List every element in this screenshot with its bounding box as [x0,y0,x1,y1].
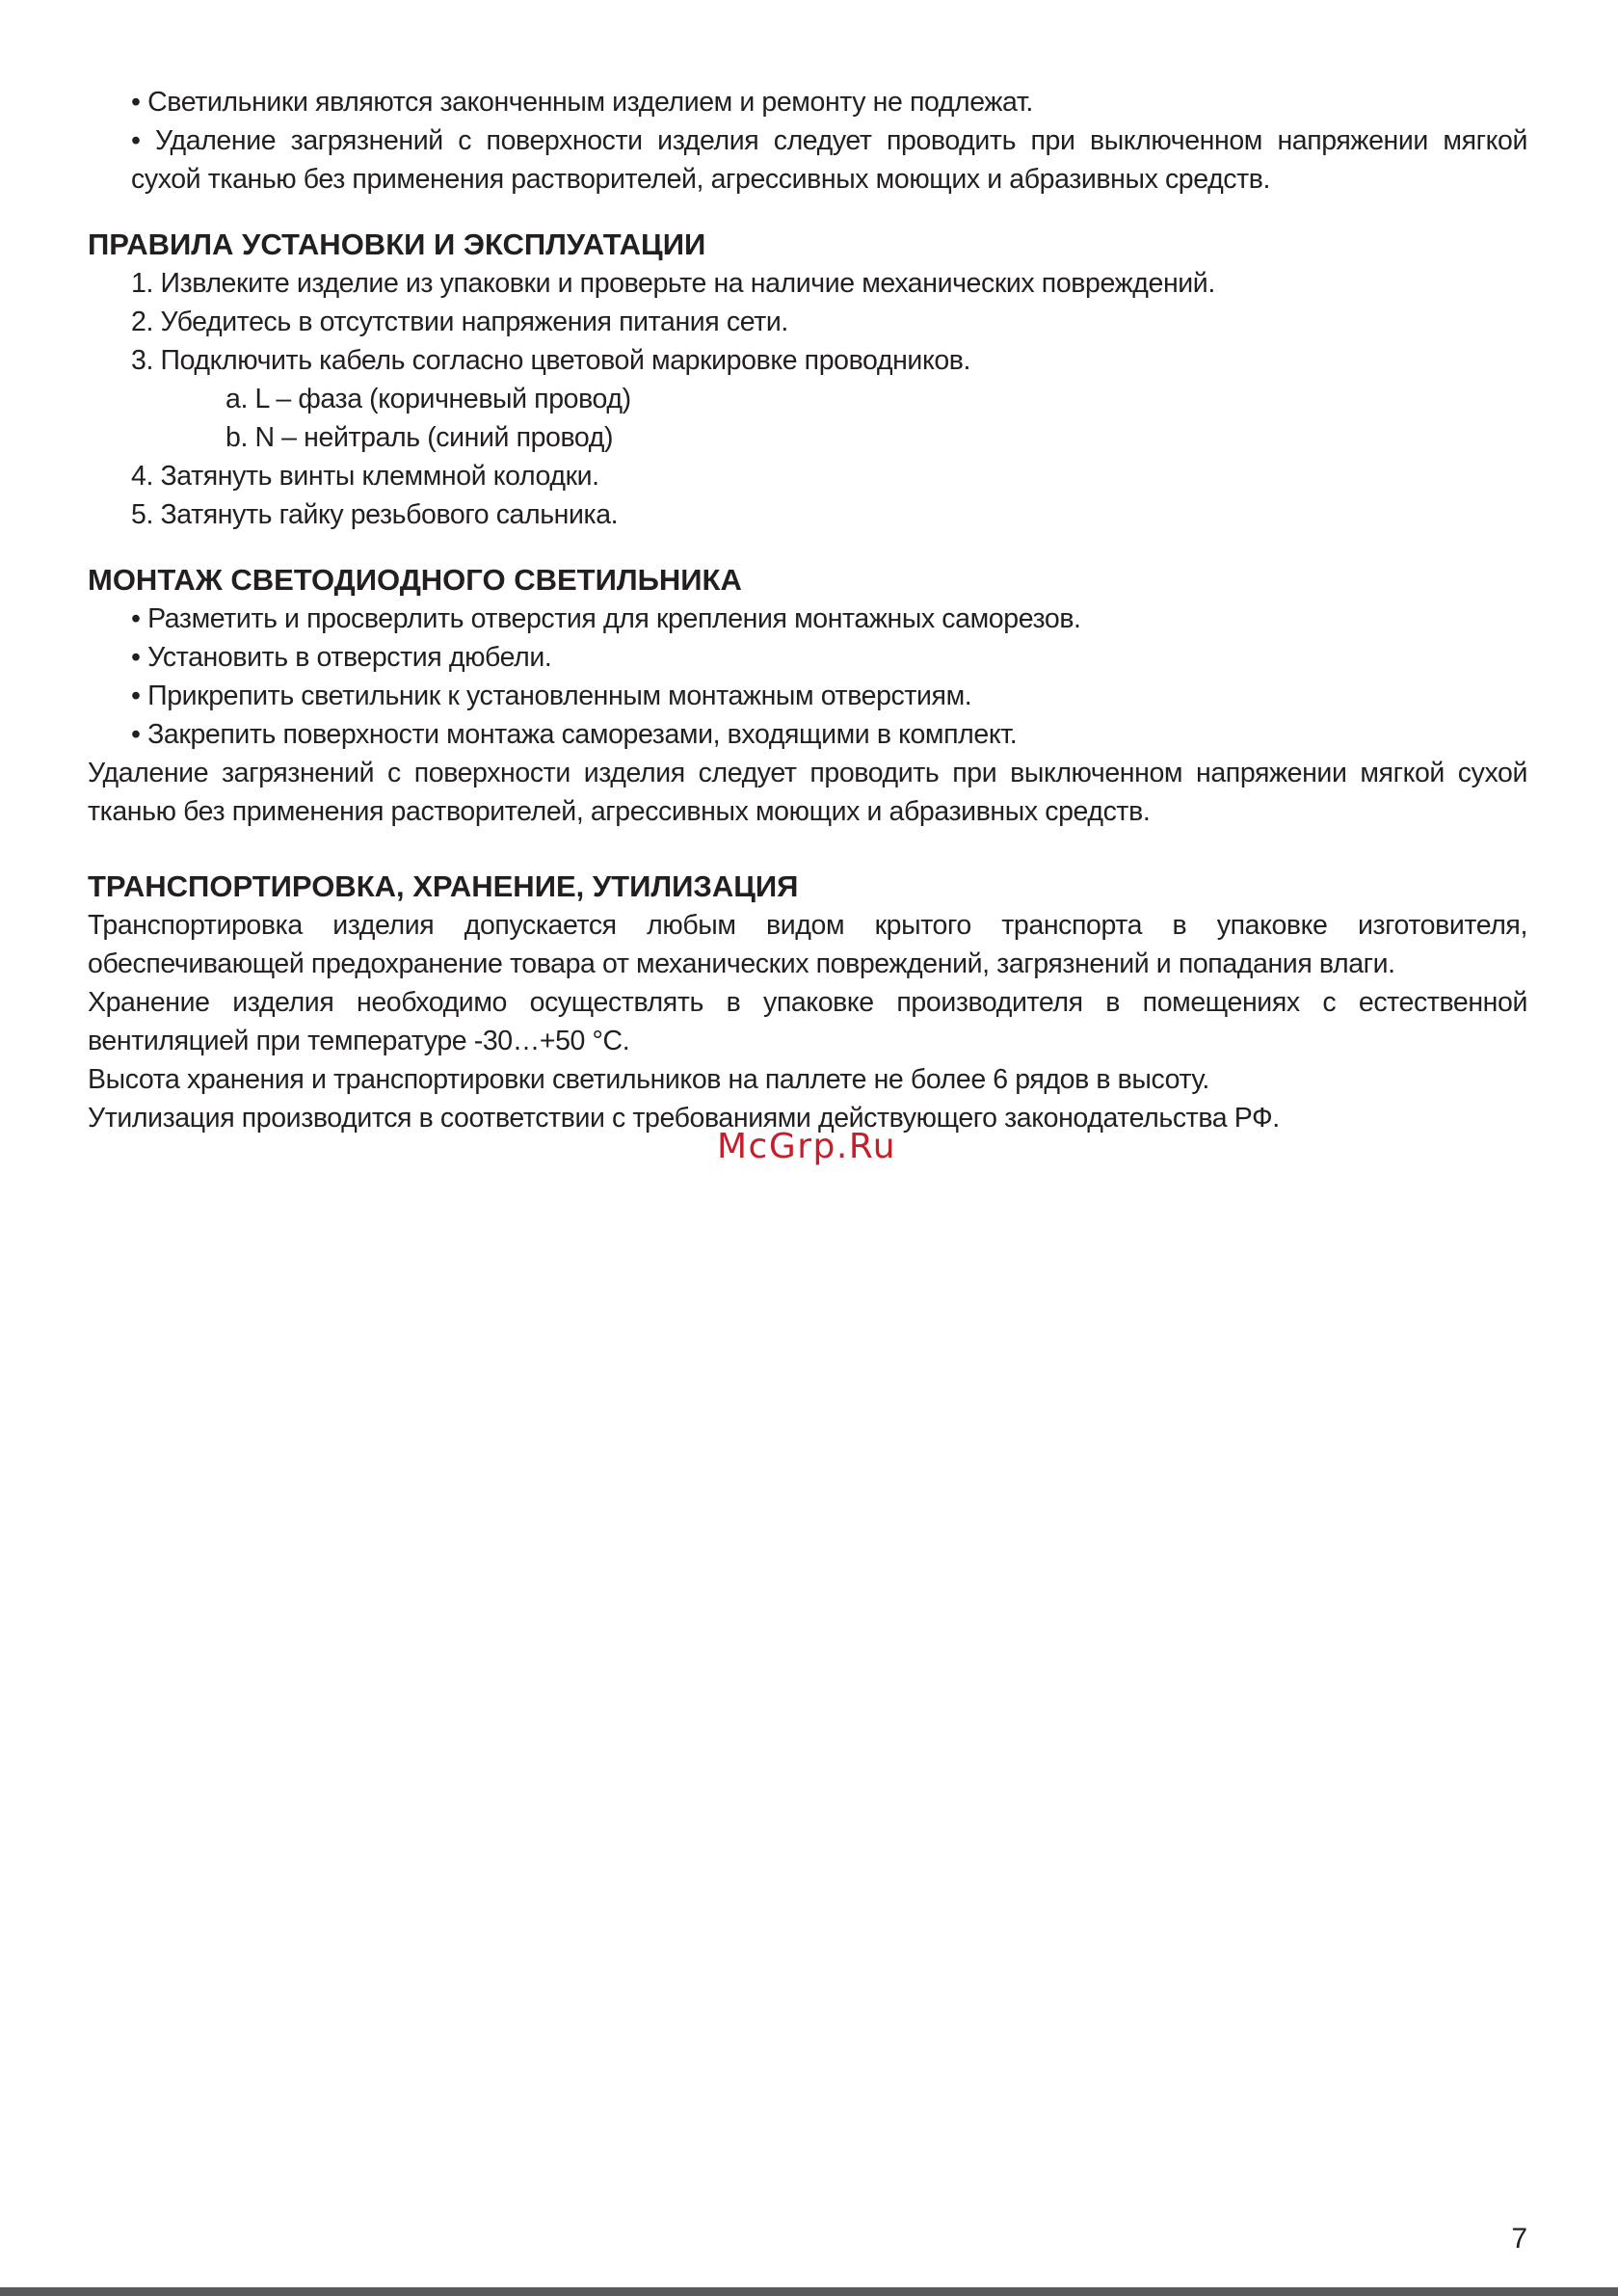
intro-bullet-2-line-2: сухой тканью без применения растворителей, агрессивных моющих и абразивных средств. [131,164,1271,195]
mounting-bullet-3: • Прикрепить светильник к установленным монтажным отверстиям. [88,677,1527,715]
mounting-cleaning-line-2: тканью без применения растворителей, агрессивных моющих и абразивных средств. [88,796,1151,827]
installation-step-5: 5. Затянуть гайку резьбового сальника. [131,499,619,530]
installation-step-3a: a. L – фаза (коричневый провод) [225,384,631,414]
installation-step-2: 2. Убедитесь в отсутствии напряжения питания сети. [131,307,788,337]
intro-bullet-2-line-1: • Удаление загрязнений с поверхности изделия следует проводить при выключенном напряжении мягкой [88,121,1527,160]
installation-heading: ПРАВИЛА УСТАНОВКИ И ЭКСПЛУАТАЦИИ [88,227,706,261]
bottom-rule [0,2287,1618,2296]
document-page [88,83,1527,1137]
page-number: 7 [1511,2223,1527,2255]
intro-bullet-1: • Светильники являются законченным изделием и ремонту не подлежат. [88,83,1527,121]
mounting-cleaning-line-1: Удаление загрязнений с поверхности изделия следует проводить при выключенном напряжении мягкой сухой [88,758,1527,788]
installation-step-3b: b. N – нейтраль (синий провод) [225,422,614,453]
installation-step-3: 3. Подключить кабель согласно цветовой маркировке проводников. [131,345,971,376]
transport-para-4: Утилизация производится в соответствии с требованиями действующего законодательства РФ. [88,1103,1280,1134]
installation-step-1: 1. Извлеките изделие из упаковки и проверьте на наличие механических повреждений. [131,268,1215,299]
transport-para-1-line-1: Транспортировка изделия допускается любым видом крытого транспорта в упаковке изготовителя, [88,910,1527,941]
mounting-bullet-2: • Установить в отверстия дюбели. [88,638,1527,677]
watermark: McGrp.Ru [717,1127,897,1166]
transport-para-2-line-1: Хранение изделия необходимо осуществлять в упаковке производителя в помещениях с естественной [88,987,1527,1018]
mounting-heading: МОНТАЖ СВЕТОДИОДНОГО СВЕТИЛЬНИКА [88,563,742,597]
transport-heading: ТРАНСПОРТИРОВКА, ХРАНЕНИЕ, УТИЛИЗАЦИЯ [88,869,799,903]
transport-para-2-line-2: вентиляцией при температуре -30…+50 °С. [88,1026,630,1056]
installation-step-4: 4. Затянуть винты клеммной колодки. [131,461,599,492]
mounting-bullet-4: • Закрепить поверхности монтажа саморезами, входящими в комплект. [88,715,1527,754]
transport-para-3: Высота хранения и транспортировки светильников на паллете не более 6 рядов в высоту. [88,1064,1209,1095]
mounting-bullet-1: • Разметить и просверлить отверстия для крепления монтажных саморезов. [88,600,1527,638]
transport-para-1-line-2: обеспечивающей предохранение товара от механических повреждений, загрязнений и попадания влаги. [88,948,1395,979]
